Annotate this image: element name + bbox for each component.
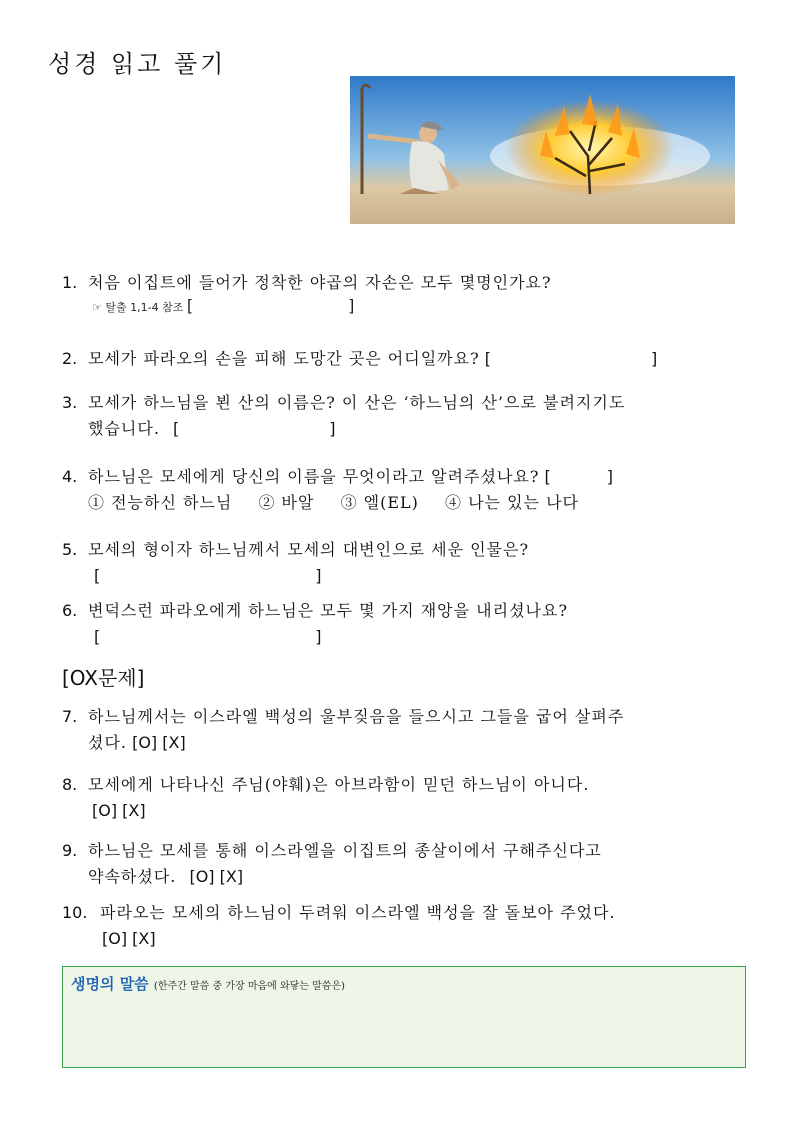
question-number: 8. bbox=[62, 775, 78, 794]
question-text: 처음 이집트에 들어가 정착한 야곱의 자손은 모두 몇명인가요? bbox=[88, 273, 552, 292]
question-3 bbox=[62, 390, 625, 442]
question-number: 2. bbox=[62, 349, 78, 368]
question-number: 7. bbox=[62, 707, 78, 726]
option-o[interactable]: [O] bbox=[102, 929, 128, 948]
question-text: 모세가 파라오의 손을 피해 도망간 곳은 어디일까요? bbox=[88, 349, 480, 368]
page-title: 성경 읽고 풀기 bbox=[48, 50, 227, 78]
answer-bracket-close: ] bbox=[606, 467, 614, 486]
question-number: 3. bbox=[62, 393, 78, 412]
question-number: 10. bbox=[62, 903, 88, 922]
ox-question-10 bbox=[62, 900, 616, 952]
answer-bracket-close: ] bbox=[348, 296, 355, 315]
choice-4[interactable]: ④ 나는 있는 나다 bbox=[445, 493, 579, 512]
question-1 bbox=[62, 270, 552, 318]
question-text-cont: 약속하셨다. bbox=[88, 867, 177, 886]
ox-question-8 bbox=[62, 772, 589, 824]
option-o[interactable]: [O] bbox=[189, 867, 215, 886]
word-of-life-title: 생명의 말씀 (한주간 말씀 중 가장 마음에 와닿는 말씀은) bbox=[71, 975, 346, 993]
ox-question-7 bbox=[62, 704, 624, 756]
question-5 bbox=[62, 537, 529, 589]
answer-bracket-close: ] bbox=[329, 419, 336, 438]
word-of-life-box[interactable] bbox=[62, 966, 746, 1068]
answer-bracket-close: ] bbox=[651, 349, 658, 368]
question-text: 모세가 하느님을 뵌 산의 이름은? 이 산은 ‘하느님의 산’으로 불려지기도 bbox=[88, 393, 626, 412]
moses-burning-bush-illustration bbox=[350, 76, 735, 224]
option-x[interactable]: [X] bbox=[122, 801, 146, 820]
ox-section-title: [OX문제] bbox=[62, 666, 145, 690]
choice-2[interactable]: ② 바알 bbox=[258, 493, 315, 512]
question-number: 6. bbox=[62, 601, 78, 620]
ox-question-9 bbox=[62, 838, 602, 890]
answer-bracket-close: ] bbox=[315, 627, 322, 646]
answer-bracket-open: [ bbox=[94, 627, 101, 646]
question-text: 모세에게 나타나신 주님(야훼)은 아브라함이 믿던 하느님이 아니다. bbox=[88, 775, 590, 794]
question-text: 하느님은 모세에게 당신의 이름을 무엇이라고 알려주셨나요? bbox=[88, 467, 540, 486]
answer-bracket-close: ] bbox=[315, 566, 322, 585]
answer-bracket-open: [ bbox=[94, 566, 101, 585]
question-text: 파라오는 모세의 하느님이 두려워 이스라엘 백성을 잘 돌보아 주었다. bbox=[100, 903, 616, 922]
answer-bracket-open: [ bbox=[186, 296, 194, 315]
choice-3[interactable]: ③ 엘(EL) bbox=[340, 493, 419, 512]
question-text: 하느님께서는 이스라엘 백성의 울부짖음을 들으시고 그들을 굽어 살펴주 bbox=[88, 707, 625, 726]
option-o[interactable]: [O] bbox=[92, 801, 118, 820]
option-o[interactable]: [O] bbox=[132, 733, 158, 752]
reference-note: ☞ 탈출 1,1-4 참조 [ ] bbox=[92, 296, 355, 315]
question-text: 하느님은 모세를 통해 이스라엘을 이집트의 종살이에서 구해주신다고 bbox=[88, 841, 602, 860]
question-number: 1. bbox=[62, 273, 78, 292]
question-text-cont: 셨다. bbox=[88, 733, 127, 752]
question-text: 변덕스런 파라오에게 하느님은 모두 몇 가지 재앙을 내리셨나요? bbox=[88, 601, 569, 620]
question-text-cont: 했습니다. bbox=[88, 419, 160, 438]
question-number: 4. bbox=[62, 467, 78, 486]
option-x[interactable]: [X] bbox=[132, 929, 156, 948]
answer-bracket-open: [ bbox=[484, 349, 492, 368]
question-6 bbox=[62, 598, 568, 650]
option-x[interactable]: [X] bbox=[219, 867, 244, 886]
answer-bracket-open: [ bbox=[173, 419, 180, 438]
question-2 bbox=[62, 346, 657, 372]
choice-1[interactable]: ① 전능하신 하느님 bbox=[88, 493, 233, 512]
question-4 bbox=[62, 464, 613, 516]
question-text: 모세의 형이자 하느님께서 모세의 대변인으로 세운 인물은? bbox=[88, 540, 530, 559]
question-number: 9. bbox=[62, 841, 78, 860]
answer-bracket-open: [ bbox=[544, 467, 551, 486]
word-of-life-subtitle: (한주간 말씀 중 가장 마음에 와닿는 말씀은) bbox=[153, 981, 346, 992]
question-number: 5. bbox=[62, 540, 78, 559]
option-x[interactable]: [X] bbox=[162, 733, 186, 752]
